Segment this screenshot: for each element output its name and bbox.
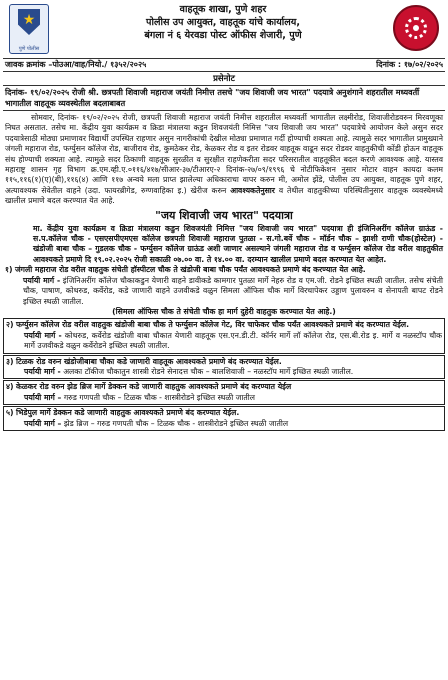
logo-caption: पुणे पोलीस bbox=[18, 46, 40, 52]
closure-text: टिळक रोड वरुन खंडोजीबाबा चौका कडे जाणारी वाहतूक आवश्यकते प्रमाणे बंद करण्यात येईल. bbox=[15, 356, 282, 366]
closure-text: भिडेपुल मार्गे डेक्कन कडे जाणारी वाहतुक आवश्यकते प्रमाणे बंद करण्यात येईल. bbox=[15, 408, 240, 418]
letter-date: दिनांक : १७/०२/२०२५ bbox=[376, 60, 443, 69]
item-number: २) bbox=[6, 320, 14, 330]
list-item bbox=[3, 355, 445, 380]
reference-line bbox=[3, 58, 445, 72]
two-way-note: (सिमला ऑफिस चौक ते संचेती चौक हा मार्ग दुहेरी वाहतुक करण्यात येत आहे.) bbox=[112, 306, 336, 316]
closure-text: जंगली महाराज रोड वरील वाहतुक संचेती हॉस्पीटल चौक ते खंडोजी बाबा चौक पर्यंत आवश्यकते प्रमाणे बंद करण्यात येत आहे. bbox=[14, 265, 366, 275]
list-item bbox=[3, 406, 445, 431]
closure-text: केळकर रोड वरुन झेड ब्रिज मार्गे डेक्कन कडे जाणारी वाहतुक आवश्यकते प्रमाणे बंद करण्यात येईल bbox=[15, 382, 292, 392]
alternate-route-label: पर्यायी मार्ग - bbox=[24, 366, 61, 376]
rally-intro: मा. केंद्रीय युवा कार्यक्रम व क्रिडा मंत्रालया कडुन शिवजयंती निमित्त "जय शिवाजी जय भारत" पदयात्रा ही इंजिनिअरींग कॉलेज ग्राऊंड - स.प.कॉलेज चौक - एसएसपीएमएस कॉलेज छत्रपती शिवाजी महाराज पुतळा - स.गो.बर्वे चौक - मॉर्डन चौक – झाशी राणी चौक(होस्टेल) - खंडोजी बाबा चौक – गुडलक चौक - फर्ग्युसन कॉलेज ग्राऊंड अशी जाणार असल्याने जंगली महाराज रोड व फर्ग्युसन कॉलेज रोड वरील वाहतुकीत आवश्यकते प्रमाणे दि १९.०२.२०२५ रोजी सकाळी ०७.०० वा. ते १४.०० वा. दरम्यान खालील प्रमाणे बदल करण्यात येत आहेत. bbox=[33, 223, 443, 264]
office-address: बंगला नं ६ येरवडा पोस्ट ऑफीस शेजारी, पुणे bbox=[144, 30, 302, 41]
alternate-route-text: झेड ब्रिज – गरुड गणपती चौक – टिळक चौक - शास्त्रीरोडने इच्छित स्थळी जातील bbox=[63, 418, 289, 428]
star-icon: ★ bbox=[22, 12, 36, 28]
closure-text: फर्ग्युसन कॉलेज रोड वरील वाहतुक खंडोजी बाबा चौक ते फर्ग्युसन कॉलेज गेट, विर चाफेकर चौक पर्यंत आवश्यकते प्रमाणे बंद करण्यात येईल. bbox=[15, 320, 410, 330]
item-number: १) bbox=[5, 265, 13, 275]
pune-police-logo bbox=[9, 4, 49, 54]
alternate-route-text: इंजिनिअरींग कॉलेज चौकाकडुन येणारी वाहने डावीकडे कामगार पुतळा मार्गे नेहरु रोड व एम.जी. रोडने इच्छित स्थळी जातील. तसेच संचेती चौक, पाषाण, कोथरुड, कर्वेरोड, कडे जाणारी वाहने उजवीकडे वळुन सिमला ऑफिस चौक मार्गे विरचापेकर उड्डाण पुलावरुन व सेनापती बापट रोडने इच्छित स्थळी जातील. bbox=[23, 275, 443, 306]
wheel-hub-icon bbox=[413, 25, 419, 31]
alternate-route-text: गरुड गणपती चौक – टिळक चौक - शास्त्रीरोडने इच्छित स्थळी जातील bbox=[63, 392, 255, 402]
letterhead-text bbox=[59, 3, 387, 42]
traffic-police-logo bbox=[393, 5, 439, 51]
section-title: "जय शिवाजी जय भारत" पदयात्रा bbox=[155, 208, 293, 222]
body-main: सोमवार, दिनांक- १९/०२/२०२५ रोजी, छत्रपती शिवाजी महाराज जयंती निमीत्त शहरातील मध्यवर्ती भागातील लक्ष्मीरोड, शिवाजीरोडवरुन मिरवणूका निघत असतात. तसेच मा. केंद्रीय युवा कार्यक्रम व क्रिडा मंत्रालया कडुन शिवजयंती निमित्त "जय शिवाजी जय भारत" पदयात्रेचे आयोजन केले असुन सदर पदयात्रेसाठी मोठ्या प्रमाणावर विद्यार्थी उपस्थित राहणार असुन नागरीकांची देखील मोठ्या प्रमाणात गर्दी होण्याची शक्यता आहे. त्यामुळे सदर भागातील प्रामुख्याने जंगली महाराज रोड, फर्ग्युसन कॉलेज रोड, बाजीराव रोड, कुमठेकर रोड, केळकर रोड व इतर रोडवर वाहतूक वाढून सदर रोडवर वाहतुकीची कोंडी होऊन वाहतूक संथ होण्याची शक्यता आहे. त्यामुळे सदर ठिकाणी वाहतूक सुरळीत व सुरक्षीत राहणेकरीता सदर परिसरातील वाहतूकीत बदल करणे आवश्यक आहे. यास्तव महाराष्ट्र शासन गृह विभाग क्र.एम.व्ही.ए.०११६/४१७/सीआर-३७/टीआरए-२ दिनांक-२७/०९/१९९६ चे नोटीफिकेशन नुसार मोटार वाहन कायदा कलम ११५,११६(१)(ए)(बी),११६(४) आणि ११७ अन्वये मला प्राप्त झालेल्या अधिकाराचा वापर करुन मी, अमोल झेंडे, पोलीस उप आयुक्त, वाहतूक पुणे शहर, अत्यावश्यक सेवेतील वाहने (उदा. फायरब्रीगेड, रुग्णवाहिका इ.) खेरीज करुन bbox=[5, 113, 443, 195]
alternate-route-label: पर्यायी मार्ग – bbox=[24, 418, 62, 428]
item-number: ५) bbox=[6, 408, 14, 418]
alternate-route-text: अलका टॉकीज चौकातुन शास्त्री रोडने सेनादत्त चौक – बालशिवाजी – नळस्टॉप मार्गे इच्छित स्थळी जातील. bbox=[63, 366, 354, 376]
item-number: ३) bbox=[6, 356, 14, 366]
item-heading bbox=[6, 320, 442, 330]
body-paragraph bbox=[3, 111, 445, 207]
body-emphasis: आवश्यकतेनुसार bbox=[230, 185, 275, 195]
letterhead bbox=[3, 2, 445, 58]
item-heading bbox=[6, 408, 442, 418]
subject-line: दिनांक- १९/०२/२०२५ रोजी श्री. छत्रपती शिवाजी महाराज जयंती निमीत्त तसचे "जय शिवाजी जय भारत" पदयात्रे अनुशंगाने शहरातील मध्यवर्ती भागातील वाहतूक व्यवस्थेतील बदलाबाबत bbox=[3, 85, 445, 111]
alternate-route bbox=[6, 393, 442, 403]
alternate-route-label: पर्यायी मार्ग - bbox=[23, 275, 61, 285]
list-item bbox=[3, 265, 445, 317]
list-item bbox=[3, 318, 445, 353]
office-name: पोलीस उप आयुक्त, वाहतूक यांचे कार्यालय, bbox=[146, 17, 300, 28]
alternate-route-text: कोथरुड, कर्वेरोड खंडोजी बाबा चौकात येणारी वाहतूक एस.एन.डी.टी. कॉर्नर मार्गे लॉ कॉलेज रोड, एस.बी.रोड इ. मार्गे व नळस्टॉप चौक मार्गे उजवीकडे वळुन कर्वेरोडने इच्छित स्थळी जातील. bbox=[24, 330, 442, 351]
alternate-route bbox=[6, 367, 442, 377]
body-tail: व तेथील वाहतुकीच्या परिस्थितीनुसार वाहतूक व्यवस्थेमध्ये खालील प्रमाणे बदल करण्यात येत आहे. bbox=[5, 185, 443, 206]
office-branch: वाहतूक शाखा, पुणे शहर bbox=[179, 4, 267, 15]
item-number: ४) bbox=[6, 382, 14, 392]
outward-number: जावक क्रमांक –पोउआ/वाह/नियो./ १३५२/२०२५ bbox=[5, 60, 147, 69]
item-heading bbox=[5, 265, 443, 275]
alternate-route bbox=[6, 331, 442, 352]
list-item bbox=[3, 380, 445, 405]
alternate-route-label: पर्यायी मार्ग - bbox=[24, 330, 62, 340]
alternate-route-label: पर्यायी मार्ग – bbox=[24, 392, 62, 402]
item-heading bbox=[6, 357, 442, 367]
alternate-route bbox=[5, 276, 443, 307]
alternate-route bbox=[6, 419, 442, 429]
press-note-title: प्रसेनोट bbox=[213, 74, 235, 84]
item-heading bbox=[6, 382, 442, 392]
